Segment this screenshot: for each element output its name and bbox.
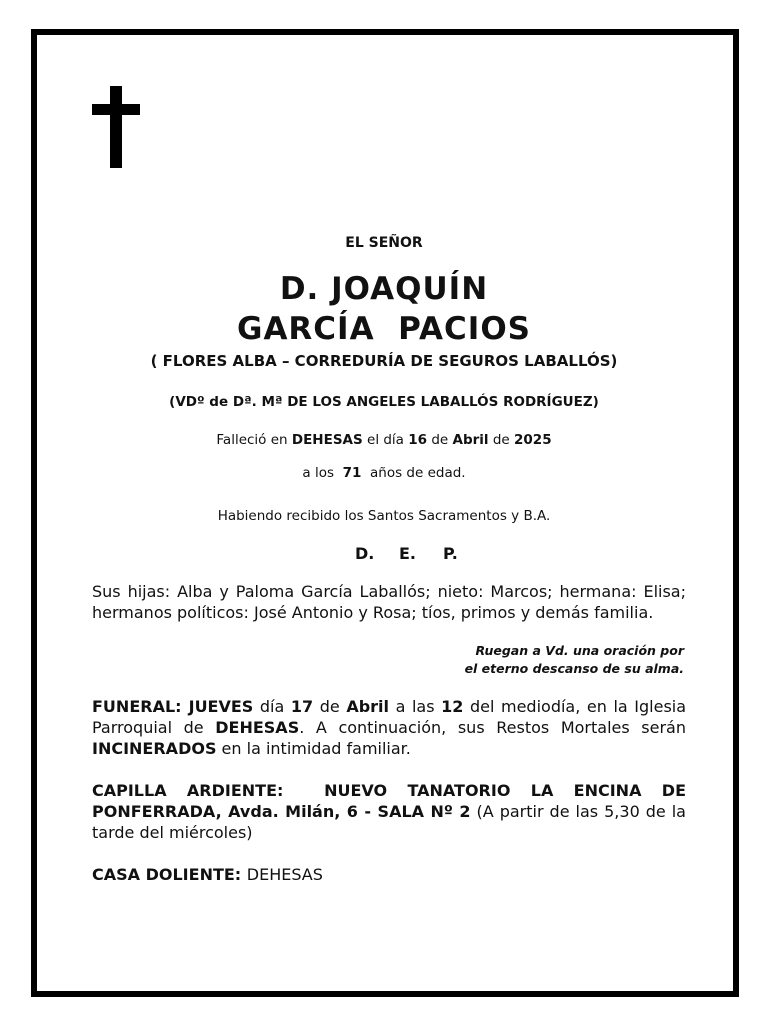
age-line: a los 71 años de edad. <box>302 465 466 481</box>
chapel-paragraph: CAPILLA ARDIENTE: NUEVO TANATORIO LA ENCINA DE PONFERRADA, Avda. Milán, 6 - SALA Nº 2 (A partir de las 5,30 de la tarde del miércoles) <box>92 781 692 842</box>
prayer-request: Ruegan a Vd. una oración por el eterno descanso de su alma. <box>464 643 684 676</box>
business-line: ( FLORES ALBA – CORREDURÍA DE SEGUROS LABALLÓS) <box>150 352 618 370</box>
house-paragraph: CASA DOLIENTE: DEHESAS <box>92 865 323 884</box>
sacraments-line: Habiendo recibido los Santos Sacramentos y B.A. <box>217 508 551 524</box>
dep-abbreviation: D. E. P. <box>355 544 458 563</box>
widower-line: (VDº de Dª. Mª DE LOS ANGELES LABALLÓS RODRÍGUEZ) <box>169 394 599 410</box>
cross-icon <box>92 86 140 168</box>
family-paragraph: Sus hijas: Alba y Paloma García Laballós; nieto: Marcos; hermana: Elisa; hermanos políticos: José Antonio y Rosa; tíos, primos y demás familia. <box>92 582 686 622</box>
funeral-paragraph: FUNERAL: JUEVES día 17 de Abril a las 12 del mediodía, en la Iglesia Parroquial de DEHESAS. A continuación, sus Restos Mortales serán INCINERADOS en la intimidad familiar. <box>92 697 687 758</box>
deceased-name-line1: D. JOAQUÍN <box>279 271 489 307</box>
honorific: EL SEÑOR <box>345 235 423 251</box>
death-info: Falleció en DEHESAS el día 16 de Abril de 2025 <box>216 432 552 448</box>
deceased-name-line2: GARCÍA PACIOS <box>237 311 531 347</box>
